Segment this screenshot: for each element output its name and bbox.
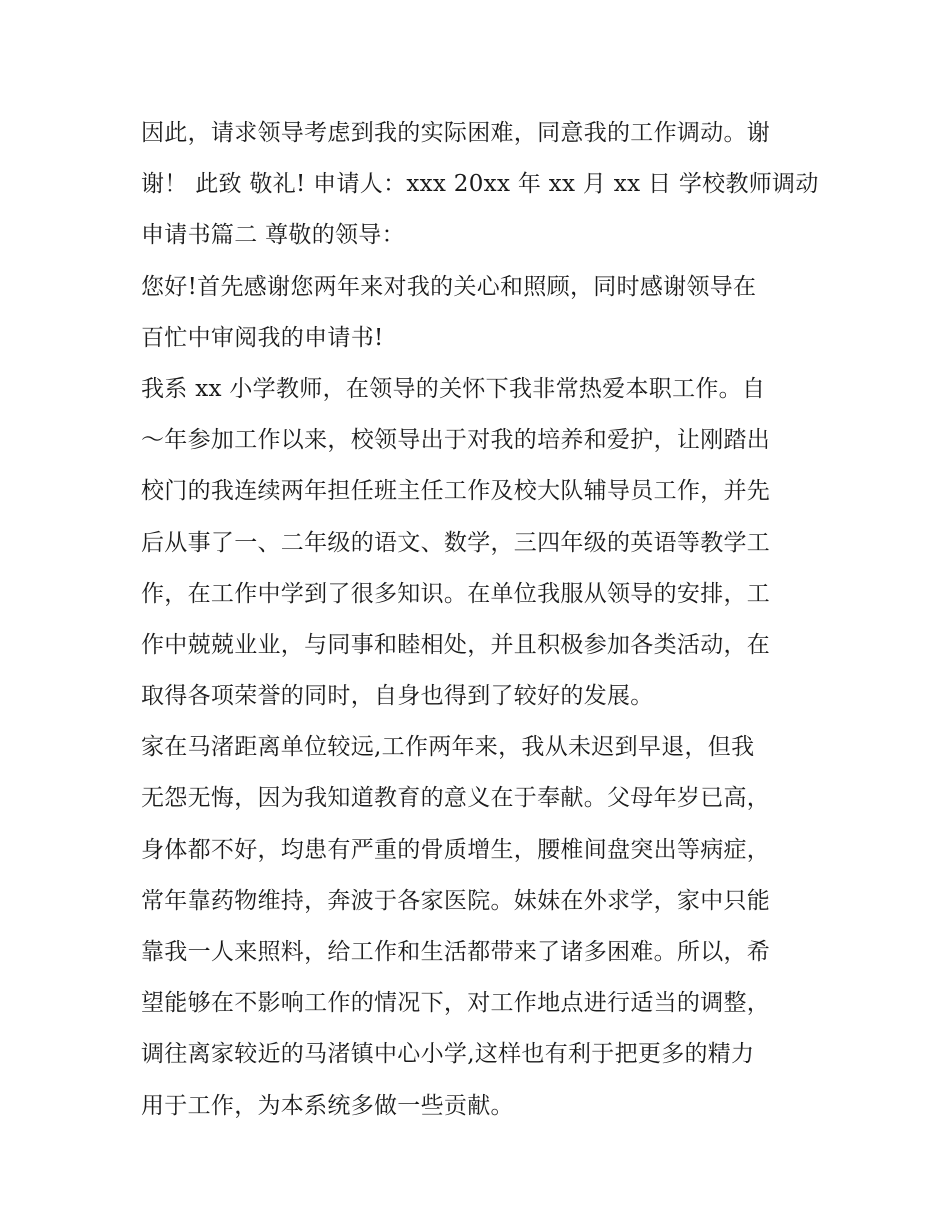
- text-line: 常年靠药物维持，奔波于各家医院。妹妹在外求学，家中只能: [141, 887, 771, 914]
- text-line: 百忙中审阅我的申请书!: [141, 324, 384, 351]
- text-line: 家在马渚距离单位较远,工作两年来，我从未迟到早退，但我: [141, 734, 755, 761]
- text-line: 作，在工作中学到了很多知识。在单位我服从领导的安排，工: [141, 580, 771, 607]
- text-line: 靠我一人来照料，给工作和生活都带来了诸多困难。所以，希: [141, 939, 771, 965]
- text-line: 取得各项荣誉的同时，自身也得到了较好的发展。: [141, 683, 654, 710]
- text-line: 无怨无悔，因为我知道教育的意义在于奉献。父母年岁已高，: [141, 785, 771, 812]
- text-line: 后从事了一、二年级的语文、数学，三四年级的英语等教学工: [141, 529, 771, 556]
- text-line: 我系 xx 小学教师，在领导的关怀下我非常热爱本职工作。自: [141, 375, 766, 402]
- text-line: 您好!首先感谢您两年来对我的关心和照顾，同时感谢领导在: [141, 273, 757, 300]
- text-line: 因此，请求领导考虑到我的实际困难，同意我的工作调动。谢: [141, 120, 771, 146]
- text-line: ～年参加工作以来，校领导出于对我的培养和爱护，让刚踏出: [141, 427, 771, 454]
- text-line: 谢！ 此致 敬礼! 申请人：xxx 20xx 年 xx 月 xx 日 学校教师调动: [141, 171, 819, 198]
- document-body: [141, 108, 821, 1132]
- text-line: 作中兢兢业业，与同事和睦相处，并且积极参加各类活动，在: [141, 631, 771, 658]
- text-line: 调往离家较近的马渚镇中心小学,这样也有利于把更多的精力: [141, 1041, 755, 1068]
- text-line: 申请书篇二 尊敬的领导：: [141, 222, 405, 249]
- text-line: 校门的我连续两年担任班主任工作及校大队辅导员工作，并先: [141, 478, 771, 505]
- text-line: 望能够在不影响工作的情况下，对工作地点进行适当的调整，: [141, 990, 771, 1017]
- text-line: 身体都不好，均患有严重的骨质增生，腰椎间盘突出等病症，: [141, 836, 771, 863]
- text-line: 用于工作，为本系统多做一些贡献。: [141, 1092, 514, 1119]
